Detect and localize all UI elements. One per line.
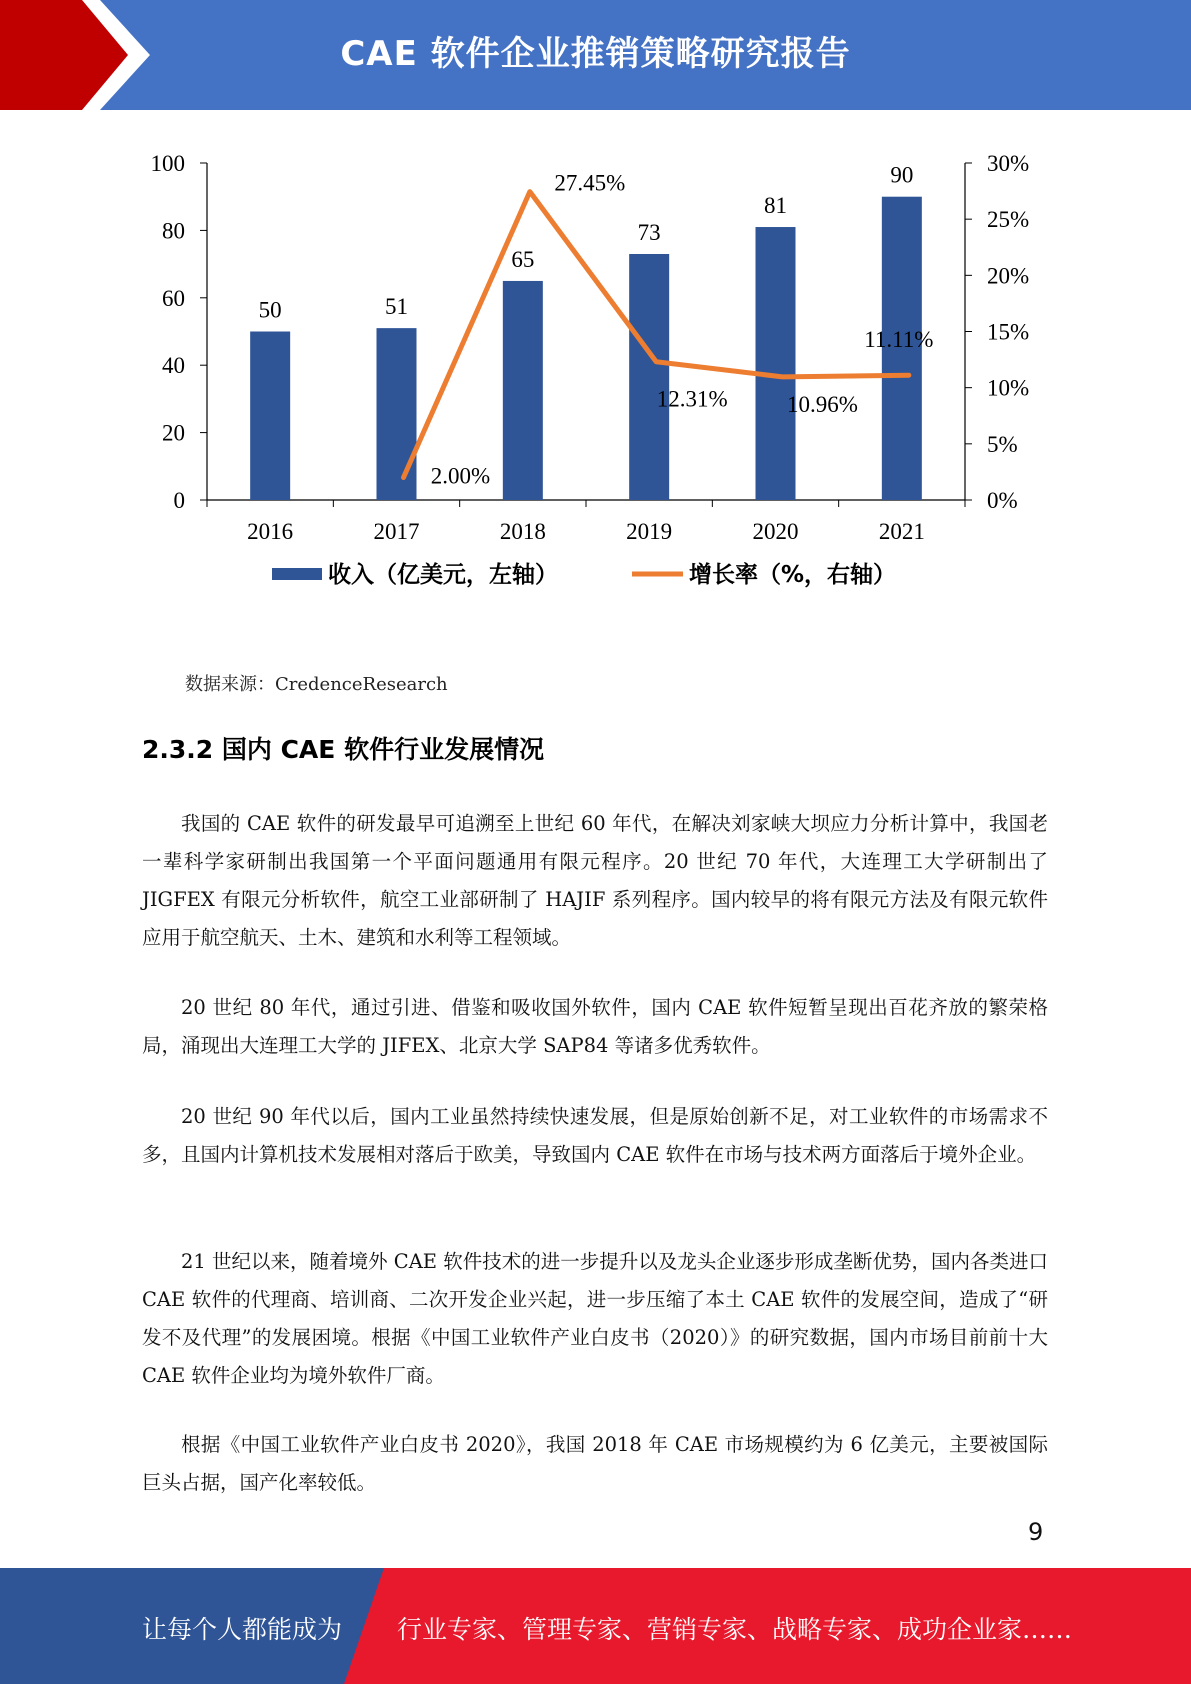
- paragraph-5: 根据《中国工业软件产业白皮书 2020》，我国 2018 年 CAE 市场规模约为 6 亿美元，主要被国际巨头占据，国产化率较低。: [142, 1433, 1048, 1494]
- footer-slogan-right: 行业专家、管理专家、营销专家、战略专家、成功企业家……: [397, 1615, 1073, 1644]
- page-header: [0, 0, 1191, 110]
- left-y-tick-label: 0: [173, 488, 185, 513]
- right-y-tick-label: 20%: [987, 263, 1030, 289]
- bar-label-2020: 81: [764, 193, 787, 219]
- right-y-tick-label: 5%: [987, 431, 1018, 457]
- right-y-tick-label: 30%: [987, 151, 1030, 176]
- x-tick-label: 2021: [878, 519, 925, 544]
- line-label-2019: 12.31%: [656, 386, 728, 412]
- paragraph-2: 20 世纪 80 年代，通过引进、借鉴和吸收国外软件，国内 CAE 软件短暂呈现出百花齐放的繁荣格局，涌现出大连理工大学的 JIFEX、北京大学 SAP84 等诸多优秀软件。: [142, 996, 1048, 1057]
- bar-label-2017: 51: [385, 294, 408, 320]
- legend-line-label: 增长率（%，右轴）: [689, 562, 897, 588]
- right-y-tick-label: 15%: [987, 319, 1030, 345]
- left-y-tick-label: 20: [162, 420, 185, 446]
- bar-label-2018: 65: [511, 246, 535, 272]
- paragraph-3: 20 世纪 90 年代以后，国内工业虽然持续快速发展，但是原始创新不足，对工业软件的市场需求不多，且国内计算机技术发展相对落后于欧美，导致国内 CAE 软件在市场与技术两方面落后于境外企业。: [142, 1105, 1048, 1166]
- left-y-tick-label: 80: [162, 218, 185, 244]
- left-y-tick-label: 100: [150, 151, 185, 176]
- footer-slogan-left: 让每个人都能成为: [142, 1615, 343, 1644]
- bar-label-2021: 90: [890, 162, 914, 188]
- right-y-tick-label: 10%: [987, 375, 1030, 401]
- x-tick-label: 2016: [247, 519, 294, 544]
- revenue-growth-chart: [0, 130, 1191, 620]
- bar-2018: [503, 281, 543, 500]
- line-label-2020: 10.96%: [787, 391, 858, 417]
- legend-bar-swatch: [272, 568, 322, 580]
- left-y-tick-label: 60: [162, 285, 185, 311]
- x-tick-label: 2018: [499, 519, 546, 544]
- x-tick-label: 2017: [373, 519, 420, 544]
- right-y-tick-label: 25%: [987, 207, 1030, 233]
- page-number: 9: [1028, 1518, 1044, 1546]
- bar-2016: [250, 332, 290, 501]
- line-label-2021: 11.11%: [864, 327, 934, 353]
- report-title: CAE 软件企业推销策略研究报告: [340, 34, 851, 74]
- line-label-2017: 2.00%: [430, 463, 491, 489]
- left-y-tick-label: 40: [162, 353, 185, 379]
- bar-2020: [756, 227, 796, 500]
- section-heading: 2.3.2 国内 CAE 软件行业发展情况: [142, 735, 545, 764]
- paragraph-4: 21 世纪以来，随着境外 CAE 软件技术的进一步提升以及龙头企业逐步形成垄断优势，国内各类进口 CAE 软件的代理商、培训商、二次开发企业兴起，进一步压缩了本土 CAE 软件的发展空间，造成了“研发不及代理”的发展困境。根据《中国工业软件产业白皮书（2020）》的研究数据，国内市场目前前十大 CAE 软件企业均为境外软件厂商。: [142, 1250, 1048, 1387]
- x-tick-label: 2020: [752, 519, 799, 544]
- bar-label-2016: 50: [258, 297, 282, 323]
- paragraph-1: 我国的 CAE 软件的研发最早可追溯至上世纪 60 年代，在解决刘家峡大坝应力分析计算中，我国老一辈科学家研制出我国第一个平面问题通用有限元程序。20 世纪 70 年代，大连理工大学研制出了 JIGFEX 有限元分析软件，航空工业部研制了 HAJIF 系列程序。国内较早的将有限元方法及有限元软件应用于航空航天、土木、建筑和水利等工程领域。: [142, 812, 1048, 949]
- x-tick-label: 2019: [626, 519, 673, 544]
- legend-bar-label: 收入（亿美元，左轴）: [328, 562, 558, 588]
- bar-2019: [629, 254, 669, 500]
- data-source-note: 数据来源：CredenceResearch: [185, 674, 448, 695]
- bar-label-2019: 73: [637, 219, 661, 245]
- right-y-tick-label: 0%: [987, 488, 1018, 513]
- bar-2017: [377, 328, 417, 500]
- line-label-2018: 27.45%: [554, 170, 626, 196]
